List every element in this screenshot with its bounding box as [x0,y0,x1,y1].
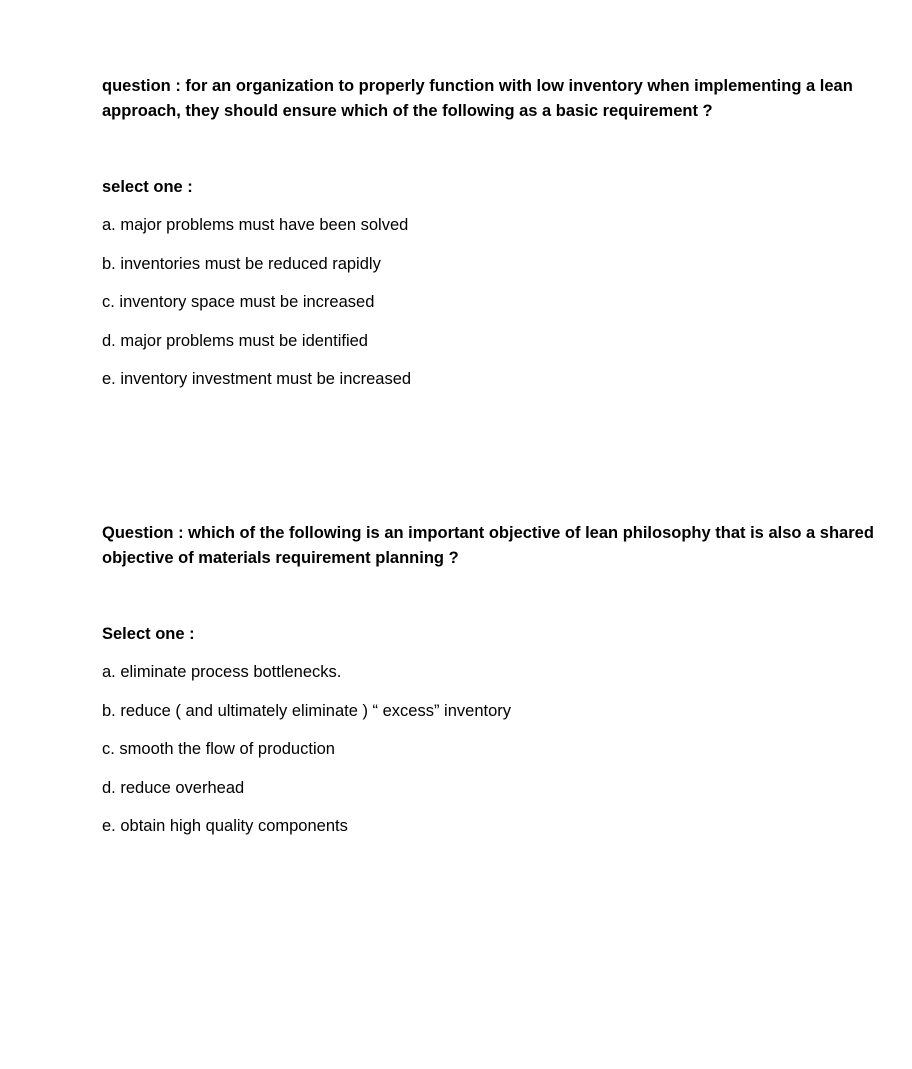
answer-option-a[interactable]: a. major problems must have been solved [102,216,409,234]
select-one-label: Select one : [102,625,195,643]
answer-option-d[interactable]: d. reduce overhead [102,778,245,797]
answer-option-c[interactable]: c. inventory space must be increased [102,293,375,311]
question-text: Question : which of the following is an important objective of lean philosophy that is also a shared objective of materials requirement planning ? [102,524,874,567]
answer-options [102,213,882,392]
answer-option-b[interactable]: b. inventories must be reduced rapidly [102,254,381,273]
answer-option-d[interactable]: d. major problems must be identified [102,331,368,350]
answer-option-e[interactable]: e. inventory investment must be increased [102,370,412,388]
answer-option-e[interactable]: e. obtain high quality components [102,817,348,835]
question-block-2 [102,521,882,853]
answer-options [102,660,882,839]
answer-option-a[interactable]: a. eliminate process bottlenecks. [102,663,342,681]
question-text: question : for an organization to properly function with low inventory when implementing a lean approach, they should ensure which of the following as a basic requirement ? [102,77,853,120]
question-block-1 [102,74,882,406]
select-one-label: select one : [102,178,193,196]
answer-option-b[interactable]: b. reduce ( and ultimately eliminate ) “ excess” inventory [102,701,512,720]
answer-option-c[interactable]: c. smooth the flow of production [102,740,335,758]
